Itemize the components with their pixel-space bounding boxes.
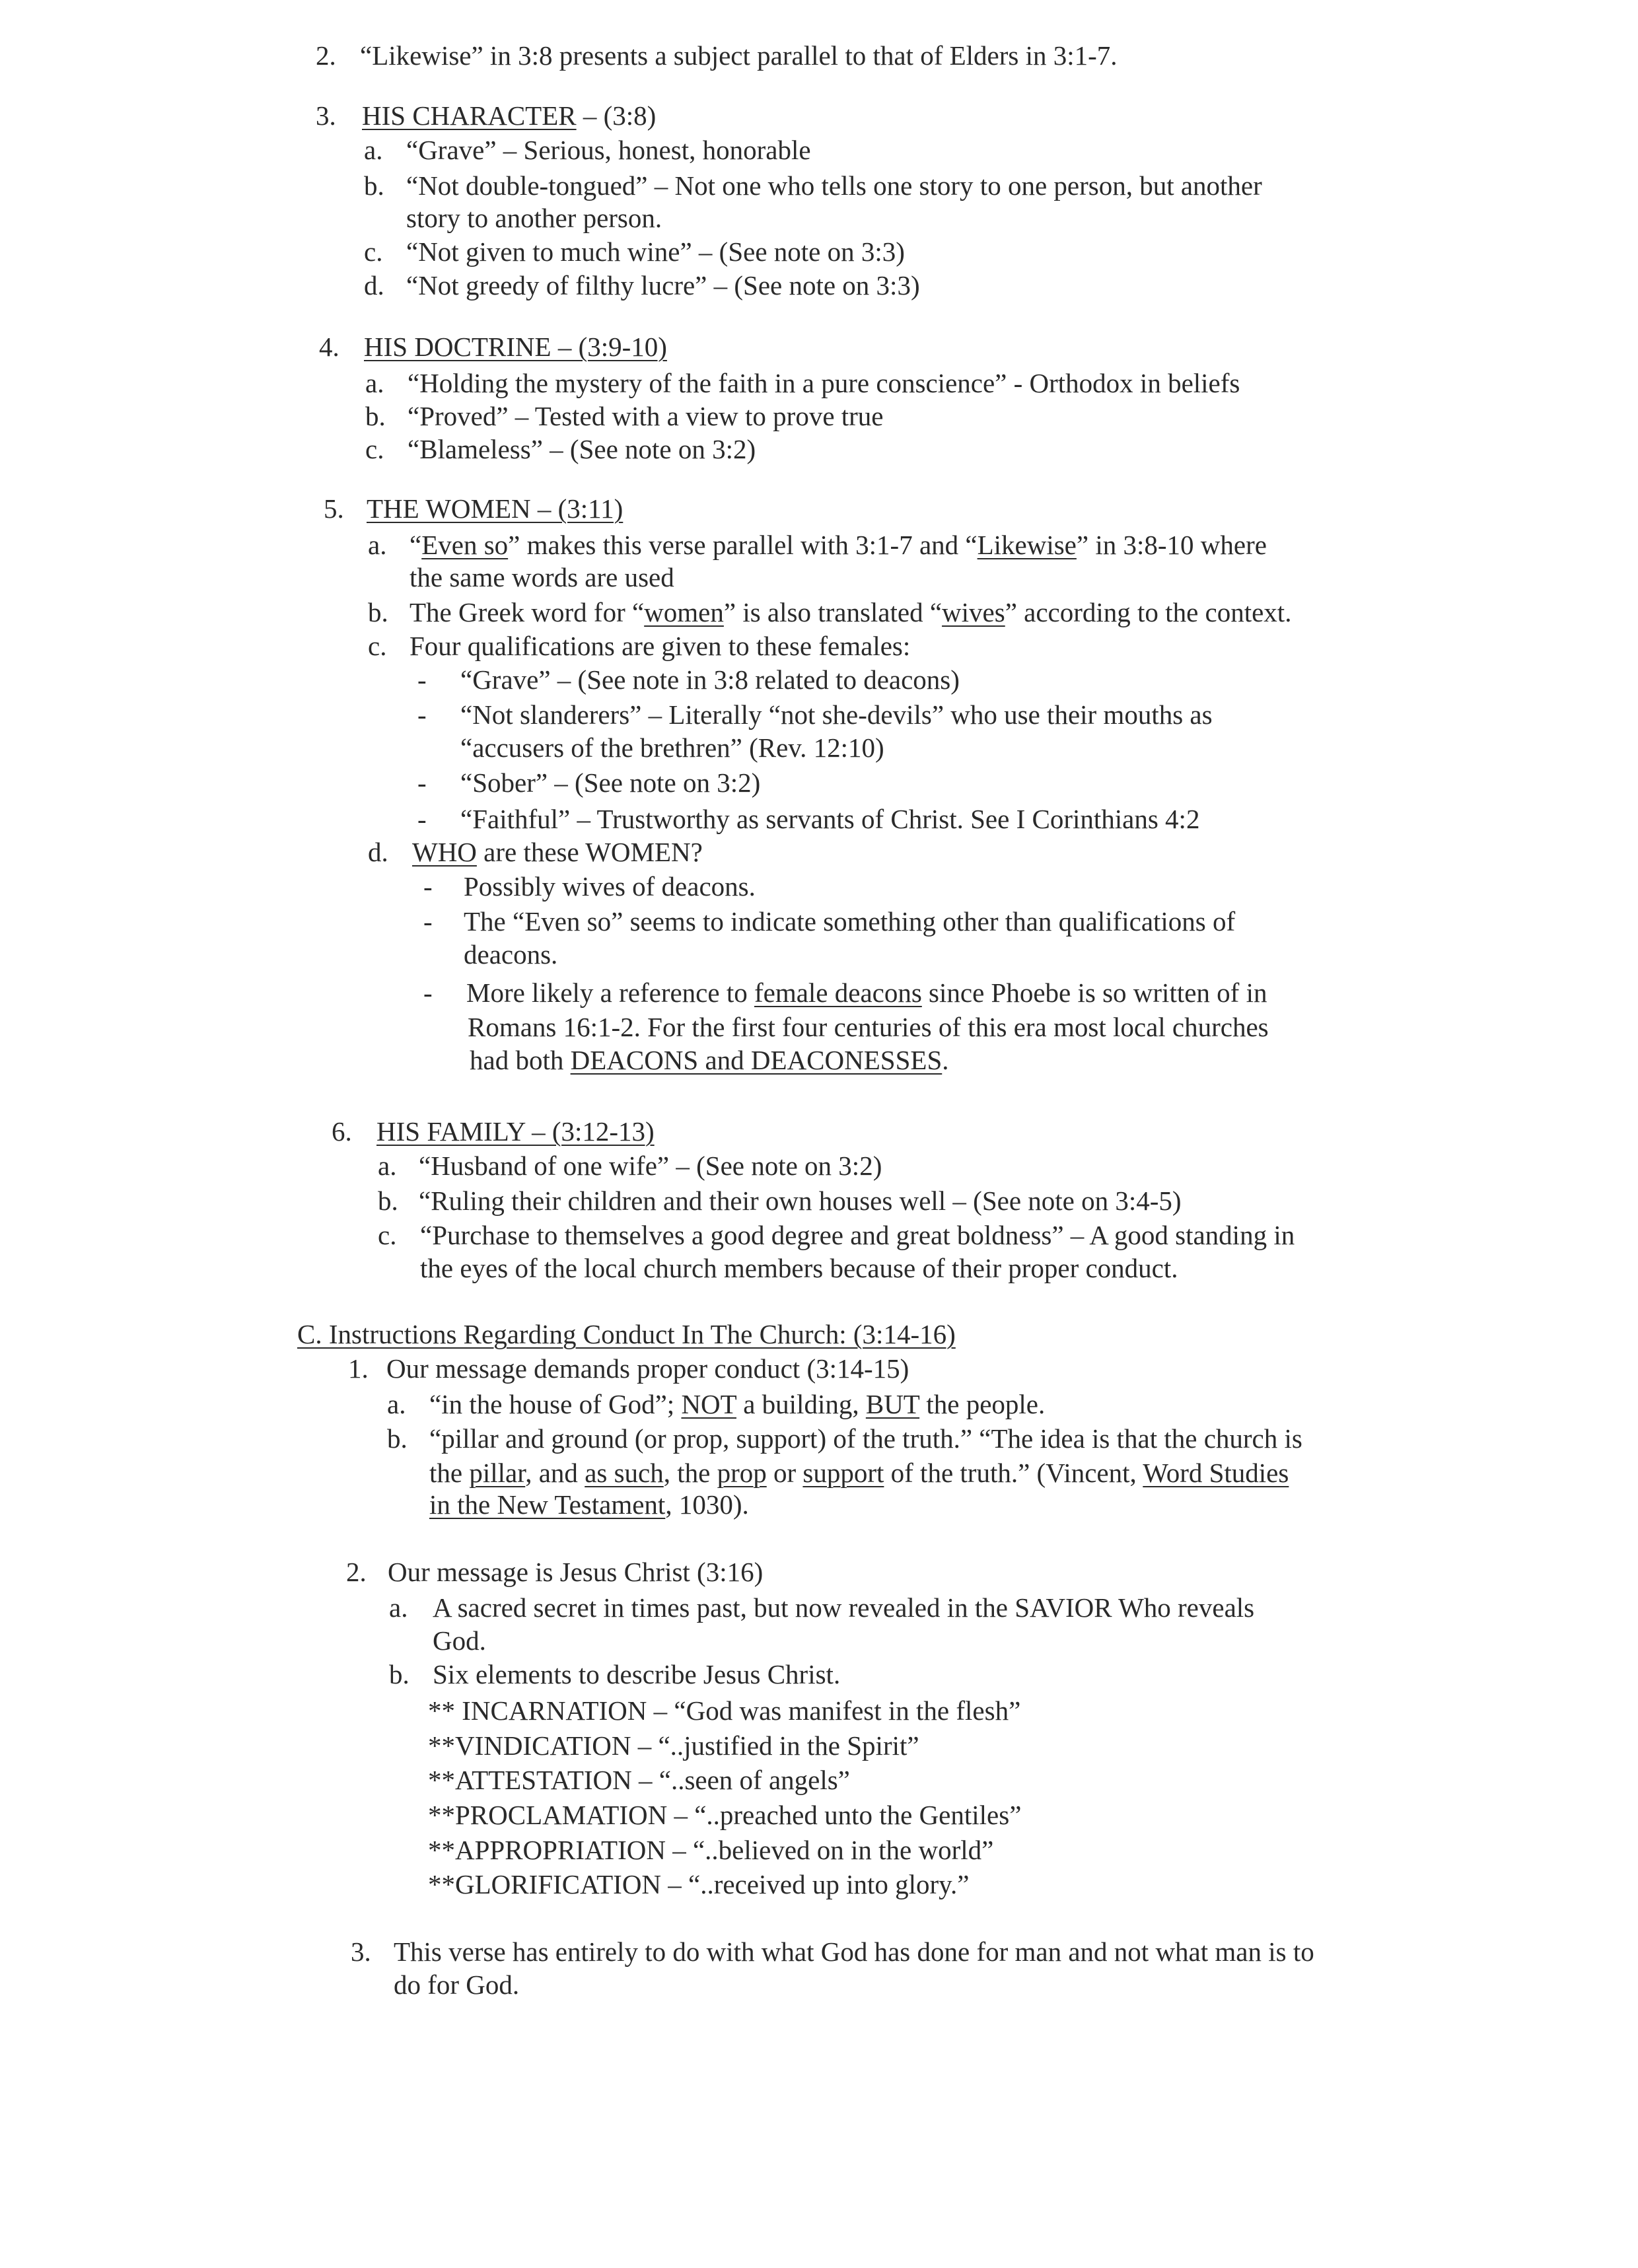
s5-a-text [410, 528, 1267, 562]
s4-c-text: “Blameless” – (See note on 3:2) [408, 434, 756, 464]
s5-a-segment-2: ” in 3:8-10 where [1076, 530, 1267, 560]
c1-b-text: “pillar and ground (or prop, support) of the truth.” “The idea is that the church is [429, 1423, 1302, 1454]
section-3-title: HIS CHARACTER [362, 100, 577, 131]
element-glorification: **GLORIFICATION – “..received up into glory.” [428, 1869, 970, 1899]
s5-d-dash-3: - [423, 977, 433, 1008]
c1-b-text-cont [429, 1456, 1289, 1490]
s5-b-segment-2: ” is also translated “ [723, 597, 943, 627]
c2-a-text-cont: God. [433, 1625, 486, 1656]
s5-d-item-3-segment-3: had both [470, 1045, 571, 1075]
item-2-number: 2. [316, 40, 336, 71]
c1-b-book-title-cont: in the New Testament [429, 1489, 666, 1520]
s5-b-wives: wives [942, 597, 1005, 627]
s5-d-item-2: The “Even so” seems to indicate something other than qualifications of [464, 906, 1236, 937]
s4-a-text: “Holding the mystery of the faith in a pure conscience” - Orthodox in beliefs [408, 368, 1240, 398]
s5-d-female-deacons: female deacons [754, 977, 922, 1008]
s5-c-dash-3: - [417, 767, 427, 798]
s5-c-item-4: “Faithful” – Trustworthy as servants of Christ. See I Corinthians 4:2 [460, 804, 1200, 834]
s5-d-item-3-cont-2 [470, 1044, 949, 1077]
s5-a-text-cont: the same words are used [410, 562, 674, 592]
s4-a-marker: a. [365, 368, 384, 398]
s6-c-text: “Purchase to themselves a good degree and great boldness” – A good standing in [420, 1220, 1295, 1250]
c3-text-cont: do for God. [394, 1969, 520, 2000]
section-4-heading [364, 330, 667, 364]
c3-number: 3. [351, 1936, 371, 1967]
c1-number: 1. [348, 1353, 369, 1384]
c1-b-segment-5: of the truth.” (Vincent, [884, 1458, 1143, 1488]
c1-b-marker: b. [387, 1423, 408, 1454]
c2-a-text: A sacred secret in times past, but now revealed in the SAVIOR Who reveals [433, 1592, 1255, 1623]
s3-b-marker: b. [364, 170, 384, 201]
element-proclamation: **PROCLAMATION – “..preached unto the Gentiles” [428, 1800, 1022, 1830]
c1-a-not: NOT [681, 1389, 736, 1419]
c3-text: This verse has entirely to do with what God has done for man and not what man is to [394, 1936, 1314, 1967]
section-6-heading [376, 1115, 655, 1149]
s6-b-marker: b. [378, 1186, 398, 1216]
s5-d-dash-2: - [423, 906, 433, 937]
c1-a-segment: “in the house of God”; [429, 1389, 682, 1419]
c1-a-segment-3: the people. [919, 1389, 1046, 1419]
element-attestation: **ATTESTATION – “..seen of angels” [428, 1765, 850, 1795]
section-5-number: 5. [324, 493, 344, 524]
s5-b-women: women [644, 597, 724, 627]
c2-a-marker: a. [389, 1592, 408, 1623]
s6-c-marker: c. [378, 1220, 397, 1250]
s5-d-marker: d. [368, 837, 388, 867]
c1-b-segment-3: , the [663, 1458, 717, 1488]
s3-b-text-cont: story to another person. [406, 203, 662, 233]
s4-b-marker: b. [365, 401, 386, 431]
c1-a-text [429, 1388, 1045, 1421]
s5-d-item-1: Possibly wives of deacons. [464, 871, 756, 902]
s5-a-marker: a. [368, 530, 387, 560]
c2-b-text: Six elements to describe Jesus Christ. [433, 1659, 841, 1689]
s5-d-text [412, 835, 703, 869]
s5-d-item-3-segment: More likely a reference to [466, 977, 754, 1008]
s5-c-item-2: “Not slanderers” – Literally “not she-devils” who use their mouths as [460, 699, 1213, 730]
section-3-number: 3. [316, 100, 336, 131]
c1-b-text-cont-2 [429, 1488, 749, 1522]
section-c-title: C. Instructions Regarding Conduct In The Church: (3:14-16) [297, 1319, 956, 1349]
section-3-heading [362, 99, 656, 133]
c1-a-segment-2: a building, [736, 1389, 866, 1419]
s5-b-marker: b. [368, 597, 388, 627]
s3-c-marker: c. [364, 236, 383, 267]
s5-a-likewise: Likewise [977, 530, 1077, 560]
c1-b-pillar: pillar [469, 1458, 526, 1488]
s5-b-segment-3: ” according to the context. [1005, 597, 1292, 627]
s3-a-text: “Grave” – Serious, honest, honorable [406, 135, 811, 165]
c1-b-support: support [802, 1458, 884, 1488]
s5-a-segment: ” makes this verse parallel with 3:1-7 and “ [508, 530, 978, 560]
c1-b-segment-4: or [766, 1458, 803, 1488]
c2-b-marker: b. [389, 1659, 410, 1689]
s5-b-segment: The Greek word for “ [410, 597, 645, 627]
c1-b-segment: the [429, 1458, 470, 1488]
item-2-text: “Likewise” in 3:8 presents a subject parallel to that of Elders in 3:1-7. [360, 40, 1118, 71]
s3-d-text: “Not greedy of filthy lucre” – (See note on 3:3) [406, 270, 920, 301]
s5-d-item-3-period: . [942, 1045, 949, 1075]
section-5-title: THE WOMEN – (3:11) [367, 493, 623, 524]
c1-b-book-title: Word Studies [1143, 1458, 1289, 1488]
s3-a-marker: a. [364, 135, 383, 165]
c1-b-as-such: as such [585, 1458, 664, 1488]
c1-b-citation: , 1030). [665, 1489, 749, 1520]
element-appropriation: **APPROPRIATION – “..believed on in the world” [428, 1835, 994, 1865]
s4-b-text: “Proved” – Tested with a view to prove true [408, 401, 884, 431]
s6-a-text: “Husband of one wife” – (See note on 3:2) [419, 1151, 882, 1181]
s6-c-text-cont: the eyes of the local church members because of their proper conduct. [420, 1253, 1178, 1283]
s6-a-marker: a. [378, 1151, 397, 1181]
s6-b-text: “Ruling their children and their own houses well – (See note on 3:4-5) [419, 1186, 1182, 1216]
s5-c-item-2-cont: “accusers of the brethren” (Rev. 12:10) [460, 732, 884, 763]
s5-d-segment: are these WOMEN? [476, 837, 703, 867]
section-5-heading [367, 492, 623, 526]
s5-d-who: WHO [412, 837, 477, 867]
s5-b-text [410, 596, 1291, 629]
element-vindication: **VINDICATION – “..justified in the Spirit” [428, 1730, 919, 1761]
s5-d-item-3-segment-2: since Phoebe is so written of in [921, 977, 1267, 1008]
s3-b-text: “Not double-tongued” – Not one who tells one story to one person, but another [406, 170, 1262, 201]
s5-c-dash-4: - [417, 804, 427, 834]
c1-text: Our message demands proper conduct (3:14-15) [386, 1353, 909, 1384]
s5-d-dash-1: - [423, 871, 433, 902]
s3-d-marker: d. [364, 270, 384, 301]
s5-d-item-3-cont: Romans 16:1-2. For the first four centuries of this era most local churches [468, 1012, 1269, 1042]
c1-a-but: BUT [865, 1389, 920, 1419]
s5-c-dash-1: - [417, 664, 427, 695]
s5-c-item-1: “Grave” – (See note in 3:8 related to deacons) [460, 664, 960, 695]
c1-a-marker: a. [387, 1389, 406, 1419]
section-3-ref: – (3:8) [576, 100, 657, 131]
s5-c-text: Four qualifications are given to these females: [410, 631, 911, 661]
s5-d-item-3 [466, 976, 1267, 1010]
section-6-title: HIS FAMILY – (3:12-13) [376, 1116, 655, 1147]
section-6-number: 6. [332, 1116, 352, 1147]
s3-c-text: “Not given to much wine” – (See note on 3:3) [406, 236, 905, 267]
section-c-heading [297, 1318, 956, 1351]
c1-b-segment-2: , and [525, 1458, 585, 1488]
s5-c-marker: c. [368, 631, 387, 661]
s4-c-marker: c. [365, 434, 384, 464]
c1-b-prop: prop [717, 1458, 767, 1488]
c2-number: 2. [346, 1557, 367, 1587]
s5-c-item-3: “Sober” – (See note on 3:2) [460, 767, 761, 798]
s5-c-dash-2: - [417, 699, 427, 730]
section-4-number: 4. [319, 332, 339, 362]
c2-text: Our message is Jesus Christ (3:16) [388, 1557, 764, 1587]
section-4-title: HIS DOCTRINE – (3:9-10) [364, 332, 667, 362]
s5-d-item-2-cont: deacons. [464, 939, 558, 970]
s5-a-open-quote: “ [410, 530, 422, 560]
s5-d-deacons-and-deaconesses: DEACONS and DEACONESSES [570, 1045, 943, 1075]
s5-a-even-so: Even so [421, 530, 509, 560]
element-incarnation: ** INCARNATION – “God was manifest in the flesh” [428, 1695, 1021, 1726]
